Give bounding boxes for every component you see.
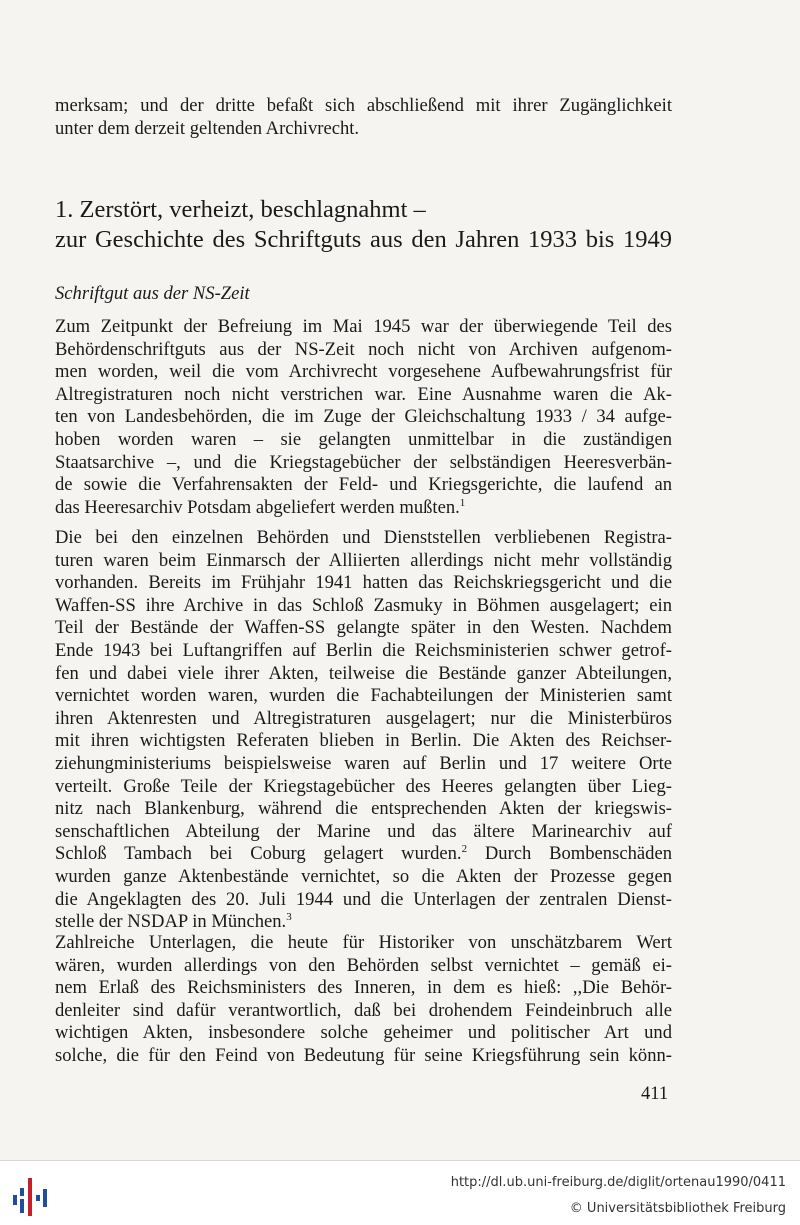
text-segment: das Heeresarchiv Potsdam abgeliefert werden mußten. [55, 496, 460, 518]
text-line: wichtigen Akten, insbesondere solche geheimer und politischer Art und [55, 1022, 672, 1044]
text-line: Waffen-SS ihre Archive in das Schloß Zasmuky in Böhmen ausgelagert; ein [55, 594, 672, 616]
text-line [55, 911, 672, 934]
library-logo-icon [10, 1175, 50, 1219]
footnote-marker[interactable]: 2 [461, 843, 468, 856]
page-number: 411 [641, 1083, 669, 1104]
text-line: senschaftlichen Abteilung der Marine und das ältere Marinearchiv auf [55, 820, 672, 842]
text-line: vorhanden. Bereits im Frühjahr 1941 hatten das Reichskriegsgericht und die [55, 572, 672, 594]
text-line: vernichtet worden waren, wurden die Fachabteilungen der Ministerien samt [55, 685, 672, 707]
text-line: unter dem derzeit geltenden Archivrecht. [55, 117, 360, 139]
text-line: men worden, weil die vom Archivrecht vorgesehene Aufbewahrungsfrist für [55, 361, 672, 383]
text-line: ihren Aktenresten und Altregistraturen ausgelagert; nur die Ministerbüros [55, 707, 672, 729]
text-segment: Schloß Tambach bei Coburg gelagert wurden. [55, 843, 462, 865]
text-line: wären, wurden allerdings von den Behörden selbst vernichtet – gemäß ei- [55, 954, 672, 976]
text-line: merksam; und der dritte befaßt sich abschließend mit ihrer Zugänglichkeit [55, 95, 672, 116]
copyright-notice: © Universitätsbibliothek Freiburg [569, 1201, 786, 1216]
text-line: nitz nach Blankenburg, während die entsprechenden Akten der kriegswis- [55, 798, 672, 820]
text-line: denleiter sind dafür verantwortlich, daß bei drohendem Feindeinbruch alle [55, 999, 672, 1021]
text-line: ziehungministeriums beispielsweise waren auf Berlin und 17 weitere Orte [55, 752, 672, 774]
viewer-footer [0, 1160, 800, 1225]
text-line [55, 497, 672, 520]
text-line: turen waren beim Einmarsch der Alliierten allerdings nicht mehr vollständig [55, 549, 672, 571]
text-line: mit ihren wichtigsten Referaten blieben in Berlin. Die Akten des Reichser- [55, 730, 672, 752]
subsection-heading: Schriftgut aus der NS-Zeit [55, 283, 250, 304]
text-line: Die bei den einzelnen Behörden und Dienststellen verbliebenen Registra- [55, 527, 672, 548]
heading-line: 1. Zerstört, verheizt, beschlagnahmt – [55, 196, 426, 223]
paragraph-1 [55, 316, 672, 519]
text-line: nem Erlaß des Reichsministers des Inneren, in dem es hieß: ,,Die Behör- [55, 977, 672, 999]
text-line: Zum Zeitpunkt der Befreiung im Mai 1945 war der überwiegende Teil des [55, 316, 672, 337]
footnote-marker[interactable]: 3 [286, 911, 292, 924]
text-line: de sowie die Verfahrensakten der Feld- und Kriegsgerichte, die laufend an [55, 474, 672, 496]
text-line: Staatsarchive –, und die Kriegstagebücher der selbständigen Heeresverbän- [55, 451, 672, 473]
heading-line: zur Geschichte des Schriftguts aus den Jahren 1933 bis 1949 [55, 226, 672, 253]
intro-paragraph [55, 95, 672, 140]
text-line: solche, die für den Feind von Bedeutung für seine Kriegsführung sein könn- [55, 1044, 672, 1066]
text-line: wurden ganze Aktenbestände vernichtet, so die Akten der Prozesse gegen [55, 865, 672, 887]
paragraph-3 [55, 932, 672, 1068]
text-line: Ende 1943 bei Luftangriffen auf Berlin die Reichsministerien schwer getrof- [55, 639, 672, 661]
section-heading [55, 195, 672, 255]
text-line [55, 843, 672, 866]
text-line: hoben worden waren – sie gelangten unmittelbar in die zuständigen [55, 428, 672, 450]
text-line: verteilt. Große Teile der Kriegstagebücher des Heeres gelangten über Lieg- [55, 775, 672, 797]
text-line: die Angeklagten des 20. Juli 1944 und die Unterlagen der zentralen Dienst- [55, 888, 672, 910]
text-line: Zahlreiche Unterlagen, die heute für Historiker von unschätzbarem Wert [55, 932, 672, 953]
text-segment: Durch Bombenschäden [467, 843, 672, 865]
text-line: Behördenschriftguts aus der NS-Zeit noch nicht von Archiven aufgenom- [55, 338, 672, 360]
paragraph-2 [55, 527, 672, 934]
text-segment: stelle der NSDAP in München. [55, 911, 287, 933]
text-line: Altregistraturen noch nicht verstrichen war. Eine Ausnahme waren die Ak- [55, 383, 672, 405]
source-url-link[interactable]: http://dl.ub.uni-freiburg.de/diglit/ortenau1990/0411 [450, 1175, 786, 1190]
text-line: ten von Landesbehörden, die im Zuge der Gleichschaltung 1933 / 34 aufge- [55, 406, 672, 428]
footnote-marker[interactable]: 1 [459, 496, 466, 509]
text-line: Teil der Bestände der Waffen-SS gelangte später in den Westen. Nachdem [55, 617, 672, 639]
text-line: fen und dabei viele ihrer Akten, teilweise die Bestände ganzer Abteilungen, [55, 662, 672, 684]
